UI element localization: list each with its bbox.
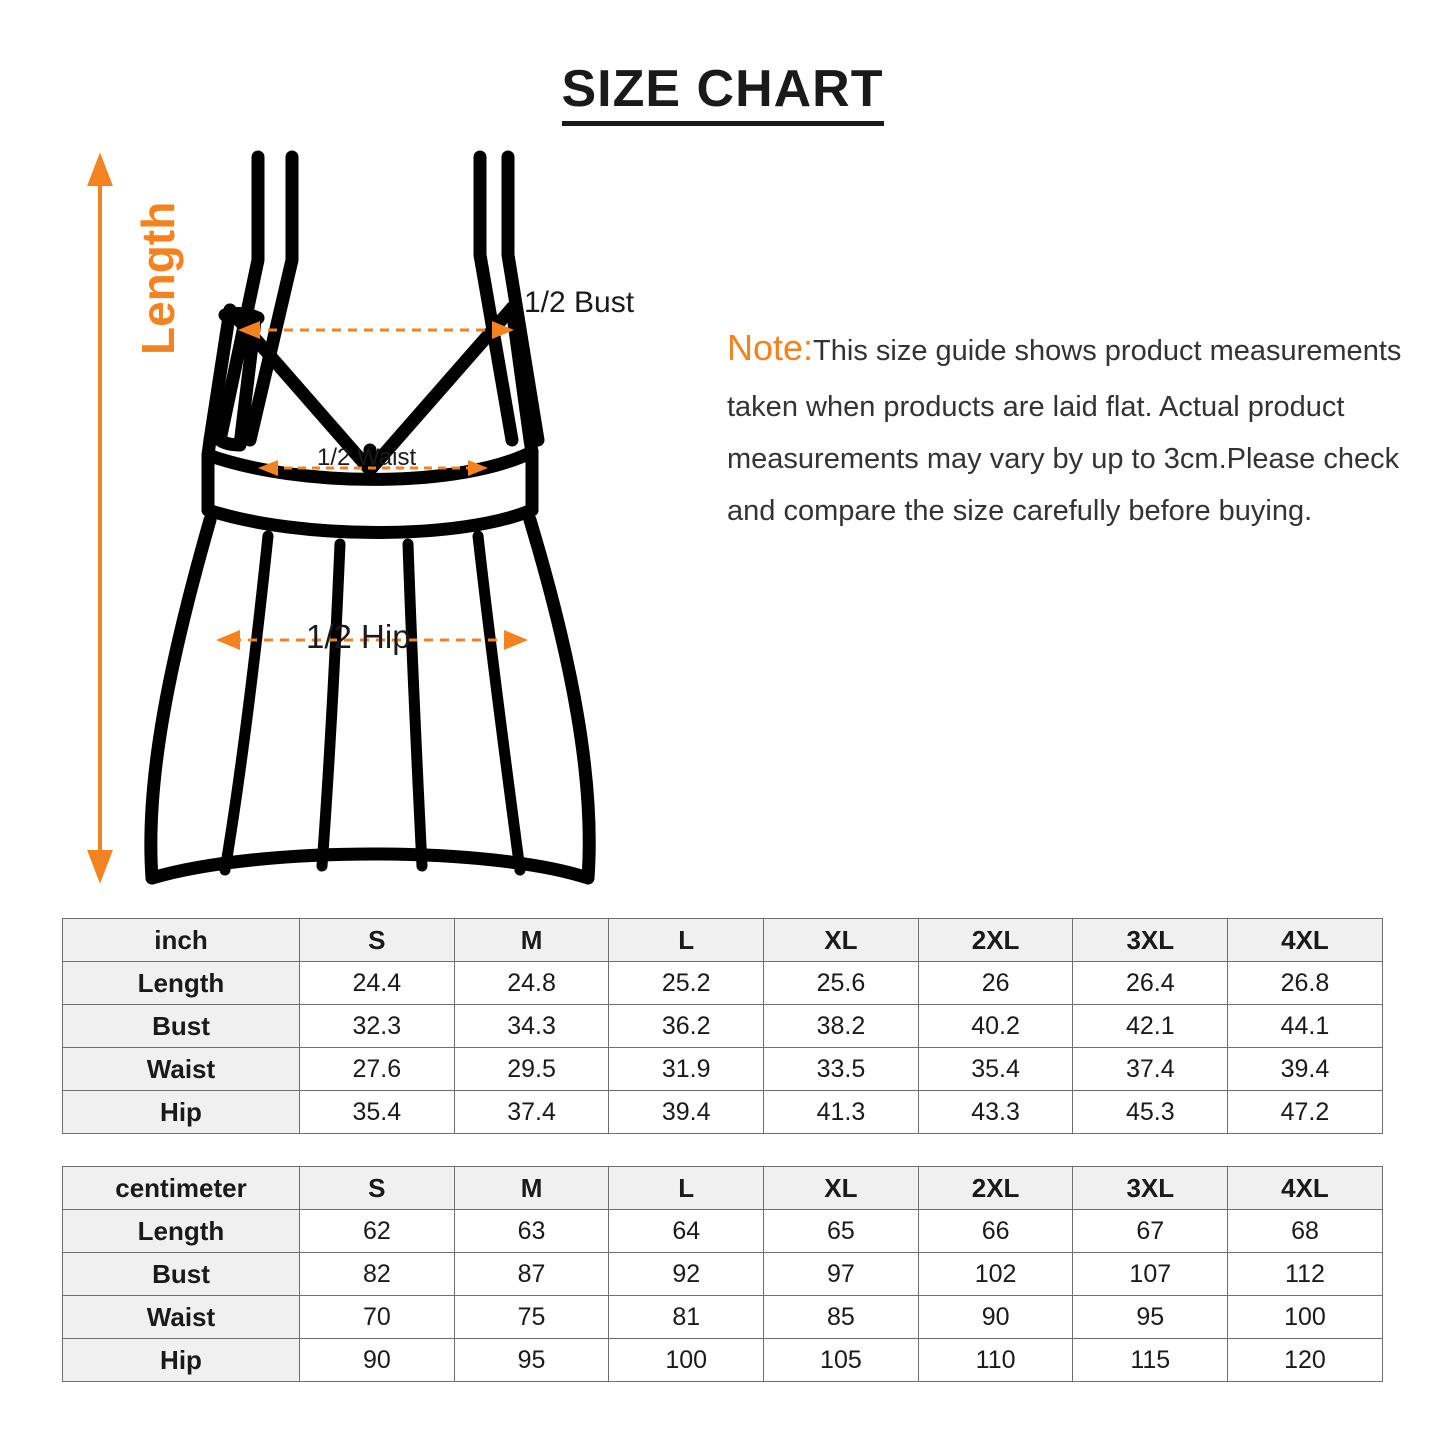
size-header-cell: L	[609, 919, 764, 962]
size-header-cell: 2XL	[918, 1167, 1073, 1210]
size-header-cell: 3XL	[1073, 1167, 1228, 1210]
measurement-label-cell: Length	[63, 962, 300, 1005]
size-header-cell: S	[300, 1167, 455, 1210]
measurement-value-cell: 64	[609, 1210, 764, 1253]
measurement-value-cell: 87	[454, 1253, 609, 1296]
half-bust-label: 1/2 Bust	[524, 286, 635, 319]
size-header-cell: 2XL	[918, 919, 1073, 962]
measurement-value-cell: 68	[1228, 1210, 1383, 1253]
measurement-value-cell: 95	[454, 1339, 609, 1382]
measurement-value-cell: 34.3	[454, 1005, 609, 1048]
measurement-value-cell: 40.2	[918, 1005, 1073, 1048]
measurement-value-cell: 120	[1228, 1339, 1383, 1382]
measurement-value-cell: 25.6	[764, 962, 919, 1005]
size-header-cell: XL	[764, 919, 919, 962]
measurement-value-cell: 100	[609, 1339, 764, 1382]
measurement-value-cell: 67	[1073, 1210, 1228, 1253]
measurement-value-cell: 36.2	[609, 1005, 764, 1048]
measurement-value-cell: 70	[300, 1296, 455, 1339]
size-table-inch	[62, 918, 1383, 1134]
measurement-value-cell: 31.9	[609, 1048, 764, 1091]
measurement-value-cell: 26.8	[1228, 962, 1383, 1005]
measurement-value-cell: 29.5	[454, 1048, 609, 1091]
measurement-label-cell: Bust	[63, 1253, 300, 1296]
size-header-cell: 3XL	[1073, 919, 1228, 962]
measurement-value-cell: 27.6	[300, 1048, 455, 1091]
measurement-label-cell: Hip	[63, 1339, 300, 1382]
size-header-cell: 4XL	[1228, 919, 1383, 962]
measurement-value-cell: 37.4	[454, 1091, 609, 1134]
measurement-label-cell: Waist	[63, 1048, 300, 1091]
measurement-label-cell: Waist	[63, 1296, 300, 1339]
measurement-value-cell: 92	[609, 1253, 764, 1296]
measurement-value-cell: 95	[1073, 1296, 1228, 1339]
size-table-cm	[62, 1166, 1383, 1382]
table-row	[63, 1339, 1383, 1382]
measurement-value-cell: 44.1	[1228, 1005, 1383, 1048]
table-header-row	[63, 919, 1383, 962]
note-body: This size guide shows product measurements taken when products are laid flat. Actual product measurements may vary by up to 3cm.Please check and compare the size carefully before buying.	[727, 335, 1402, 528]
measurement-value-cell: 112	[1228, 1253, 1383, 1296]
measurement-value-cell: 66	[918, 1210, 1073, 1253]
measurement-value-cell: 24.8	[454, 962, 609, 1005]
note-heading: Note:	[727, 327, 814, 368]
unit-label-cell: centimeter	[63, 1167, 300, 1210]
measurement-value-cell: 33.5	[764, 1048, 919, 1091]
table-row	[63, 1091, 1383, 1134]
size-header-cell: M	[454, 919, 609, 962]
measurement-value-cell: 102	[918, 1253, 1073, 1296]
measurement-value-cell: 107	[1073, 1253, 1228, 1296]
measurement-value-cell: 42.1	[1073, 1005, 1228, 1048]
note-block	[727, 316, 1407, 537]
measurement-value-cell: 26.4	[1073, 962, 1228, 1005]
measurement-value-cell: 41.3	[764, 1091, 919, 1134]
measurement-value-cell: 105	[764, 1339, 919, 1382]
table-row	[63, 1048, 1383, 1091]
size-table-inch-body	[63, 919, 1383, 1134]
measurement-value-cell: 62	[300, 1210, 455, 1253]
size-header-cell: S	[300, 919, 455, 962]
size-header-cell: XL	[764, 1167, 919, 1210]
measurement-value-cell: 38.2	[764, 1005, 919, 1048]
half-hip-label: 1/2 Hip	[306, 618, 411, 655]
measurement-value-cell: 63	[454, 1210, 609, 1253]
size-header-cell: L	[609, 1167, 764, 1210]
measurement-label-cell: Hip	[63, 1091, 300, 1134]
measurement-value-cell: 43.3	[918, 1091, 1073, 1134]
measurement-value-cell: 82	[300, 1253, 455, 1296]
half-waist-label: 1/2 Waist	[317, 444, 417, 471]
size-table-cm-body	[63, 1167, 1383, 1382]
measurement-value-cell: 85	[764, 1296, 919, 1339]
table-row	[63, 1005, 1383, 1048]
page-title-container	[0, 62, 1445, 126]
measurement-value-cell: 47.2	[1228, 1091, 1383, 1134]
table-row	[63, 1296, 1383, 1339]
length-label: Length	[132, 201, 184, 355]
measurement-value-cell: 39.4	[609, 1091, 764, 1134]
table-header-row	[63, 1167, 1383, 1210]
table-row	[63, 962, 1383, 1005]
measurement-value-cell: 100	[1228, 1296, 1383, 1339]
measurement-value-cell: 90	[300, 1339, 455, 1382]
measurement-value-cell: 25.2	[609, 962, 764, 1005]
measurement-value-cell: 110	[918, 1339, 1073, 1382]
table-row	[63, 1253, 1383, 1296]
size-header-cell: 4XL	[1228, 1167, 1383, 1210]
measurement-value-cell: 35.4	[300, 1091, 455, 1134]
measurement-value-cell: 75	[454, 1296, 609, 1339]
measurement-value-cell: 26	[918, 962, 1073, 1005]
measurement-value-cell: 65	[764, 1210, 919, 1253]
measurement-value-cell: 115	[1073, 1339, 1228, 1382]
measurement-value-cell: 90	[918, 1296, 1073, 1339]
measurement-value-cell: 39.4	[1228, 1048, 1383, 1091]
size-header-cell: M	[454, 1167, 609, 1210]
measurement-value-cell: 32.3	[300, 1005, 455, 1048]
measurement-value-cell: 97	[764, 1253, 919, 1296]
unit-label-cell: inch	[63, 919, 300, 962]
measurement-label-cell: Length	[63, 1210, 300, 1253]
length-arrow	[90, 158, 110, 878]
measurement-value-cell: 81	[609, 1296, 764, 1339]
table-row	[63, 1210, 1383, 1253]
measurement-value-cell: 37.4	[1073, 1048, 1228, 1091]
measurement-value-cell: 45.3	[1073, 1091, 1228, 1134]
measurement-label-cell: Bust	[63, 1005, 300, 1048]
page-title: SIZE CHART	[562, 62, 884, 126]
measurement-value-cell: 24.4	[300, 962, 455, 1005]
measurement-value-cell: 35.4	[918, 1048, 1073, 1091]
